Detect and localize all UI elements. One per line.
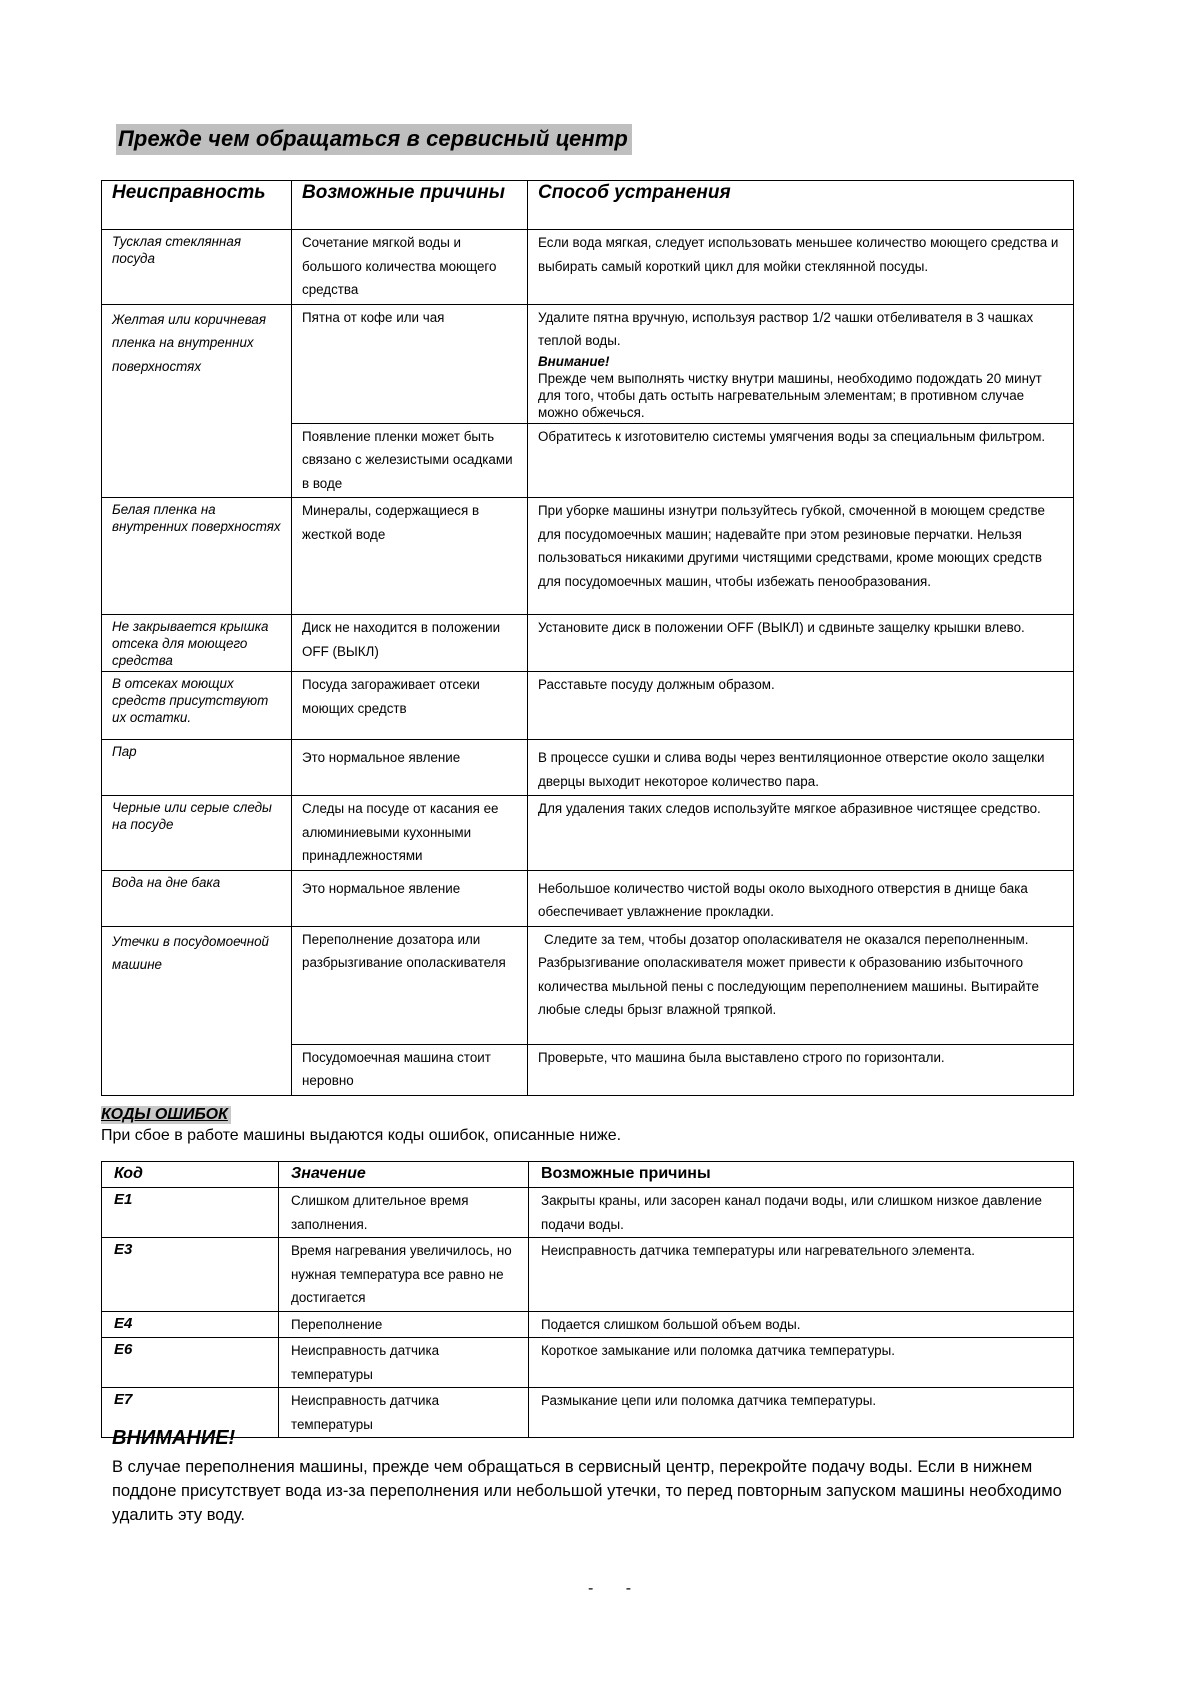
remedy-cell (528, 304, 1074, 423)
fault-cell: Не закрывается крышка отсека для моющего средства (102, 615, 292, 672)
table-row (102, 1311, 1074, 1338)
error-code: E4 (102, 1311, 279, 1338)
troubleshooting-table (101, 180, 1074, 1096)
note-text: Прежде чем выполнять чистку внутри машины, необходимо подождать 20 минут для того, чтобы дать остыть нагревательным элементам; в противном случае можно обжечься. (538, 370, 1042, 420)
table-row (102, 1388, 1074, 1438)
warning-note (538, 353, 1063, 421)
table-header-row (102, 1162, 1074, 1188)
cause-cell: Посуда загораживает отсеки моющих средств (292, 672, 528, 740)
header-meaning: Значение (279, 1162, 529, 1188)
error-code: E6 (102, 1338, 279, 1388)
error-cause: Короткое замыкание или поломка датчика температуры. (529, 1338, 1074, 1388)
table-row (102, 1338, 1074, 1388)
error-meaning: Время нагревания увеличилось, но нужная температура все равно не достигается (279, 1238, 529, 1312)
cause-cell: Диск не находится в положении OFF (ВЫКЛ) (292, 615, 528, 672)
fault-cell: Утечки в посудомоечной машине (102, 926, 292, 1095)
cause-cell: Минералы, содержащиеся в жесткой воде (292, 498, 528, 615)
page-title: Прежде чем обращаться в сервисный центр (116, 124, 632, 155)
cause-cell: Посудомоечная машина стоит неровно (292, 1044, 528, 1095)
error-code: E3 (102, 1238, 279, 1312)
error-meaning: Неисправность датчика температуры (279, 1338, 529, 1388)
table-row (102, 672, 1074, 740)
table-row (102, 498, 1074, 615)
remedy-text: Удалите пятна вручную, используя раствор 1/2 чашки отбеливателя в 3 чашках теплой воды. (538, 309, 1034, 348)
fault-cell: Вода на дне бака (102, 870, 292, 926)
table-row (102, 926, 1074, 1044)
cause-cell: Появление пленки может быть связано с железистыми осадками в воде (292, 423, 528, 498)
remedy-text: Разбрызгивание ополаскивателя может привести к образованию избыточного количества мыльной пены с последующим переполнением машины. Вытирайте любые следы брызг влажной тряпкой. (538, 955, 1039, 1017)
remedy-cell: Для удаления таких следов используйте мягкое абразивное чистящее средство. (528, 796, 1074, 871)
table-row (102, 615, 1074, 672)
remedy-cell: Установите диск в положении OFF (ВЫКЛ) и сдвиньте защелку крышки влево. (528, 615, 1074, 672)
warning-text: В случае переполнения машины, прежде чем обращаться в сервисный центр, перекройте подачу воды. Если в нижнем поддоне присутствует вода из-за переполнения или небольшой утечки, то перед повторным запуском машины необходимо удалить эту воду. (112, 1458, 1062, 1524)
fault-cell: Пар (102, 740, 292, 796)
page-number: - - (588, 1580, 646, 1597)
cause-cell: Переполнение дозатора или разбрызгивание ополаскивателя (292, 926, 528, 1044)
error-meaning: Переполнение (279, 1311, 529, 1338)
error-cause: Закрыты краны, или засорен канал подачи воды, или слишком низкое давление подачи воды. (529, 1188, 1074, 1238)
error-cause: Неисправность датчика температуры или нагревательного элемента. (529, 1238, 1074, 1312)
fault-cell: Тусклая стеклянная посуда (102, 230, 292, 305)
cause-cell: Следы на посуде от касания ее алюминиевыми кухонными принадлежностями (292, 796, 528, 871)
cause-cell: Сочетание мягкой воды и большого количества моющего средства (292, 230, 528, 305)
error-codes-intro: При сбое в работе машины выдаются коды ошибок, описанные ниже. (101, 1127, 622, 1144)
remedy-text: Следите за тем, чтобы дозатор ополаскивателя не оказался переполненным. (544, 931, 1029, 947)
table-row (102, 304, 1074, 423)
table-row (102, 1238, 1074, 1312)
table-row (102, 1188, 1074, 1238)
header-fault: Неисправность (102, 181, 292, 230)
header-remedy: Способ устранения (528, 181, 1074, 230)
table-row (102, 230, 1074, 305)
table-row (102, 740, 1074, 796)
error-meaning: Неисправность датчика температуры (279, 1388, 529, 1438)
remedy-cell: При уборке машины изнутри пользуйтесь губкой, смоченной в моющем средстве для посудомоечных машин; надевайте при этом резиновые перчатки. Нельзя пользоваться никакими другими чистящими средствами, кроме моющих средств для посудомоечных машин, чтобы избежать пенообразования. (528, 498, 1074, 615)
fault-cell: Желтая или коричневая пленка на внутренних поверхностях (102, 304, 292, 498)
error-code: E7 (102, 1388, 279, 1438)
remedy-cell: Обратитесь к изготовителю системы умягчения воды за специальным фильтром. (528, 423, 1074, 498)
error-codes-title: КОДЫ ОШИБОК (101, 1106, 231, 1124)
error-meaning: Слишком длительное время заполнения. (279, 1188, 529, 1238)
header-causes: Возможные причины (292, 181, 528, 230)
cause-cell: Это нормальное явление (292, 740, 528, 796)
cause-cell: Это нормальное явление (292, 870, 528, 926)
error-codes-table (101, 1161, 1074, 1438)
error-cause: Подается слишком большой объем воды. (529, 1311, 1074, 1338)
remedy-cell: Расставьте посуду должным образом. (528, 672, 1074, 740)
error-code: E1 (102, 1188, 279, 1238)
remedy-cell: Проверьте, что машина была выставлено строго по горизонтали. (528, 1044, 1074, 1095)
warning-title: ВНИМАНИЕ! (112, 1427, 236, 1449)
fault-cell: В отсеках моющих средств присутствуют их остатки. (102, 672, 292, 740)
table-row (102, 796, 1074, 871)
fault-cell: Черные или серые следы на посуде (102, 796, 292, 871)
cause-cell: Пятна от кофе или чая (292, 304, 528, 423)
remedy-cell: Небольшое количество чистой воды около выходного отверстия в днище бака обеспечивает увлажнение прокладки. (528, 870, 1074, 926)
remedy-cell: Если вода мягкая, следует использовать меньшее количество моющего средства и выбирать самый короткий цикл для мойки стеклянной посуды. (528, 230, 1074, 305)
note-label: Внимание! (538, 353, 610, 369)
remedy-cell (528, 926, 1074, 1044)
header-code: Код (102, 1162, 279, 1188)
table-header-row (102, 181, 1074, 230)
remedy-cell: В процессе сушки и слива воды через вентиляционное отверстие около защелки дверцы выходит некоторое количество пара. (528, 740, 1074, 796)
header-causes: Возможные причины (529, 1162, 1074, 1188)
fault-cell: Белая пленка на внутренних поверхностях (102, 498, 292, 615)
error-cause: Размыкание цепи или поломка датчика температуры. (529, 1388, 1074, 1438)
table-row (102, 870, 1074, 926)
